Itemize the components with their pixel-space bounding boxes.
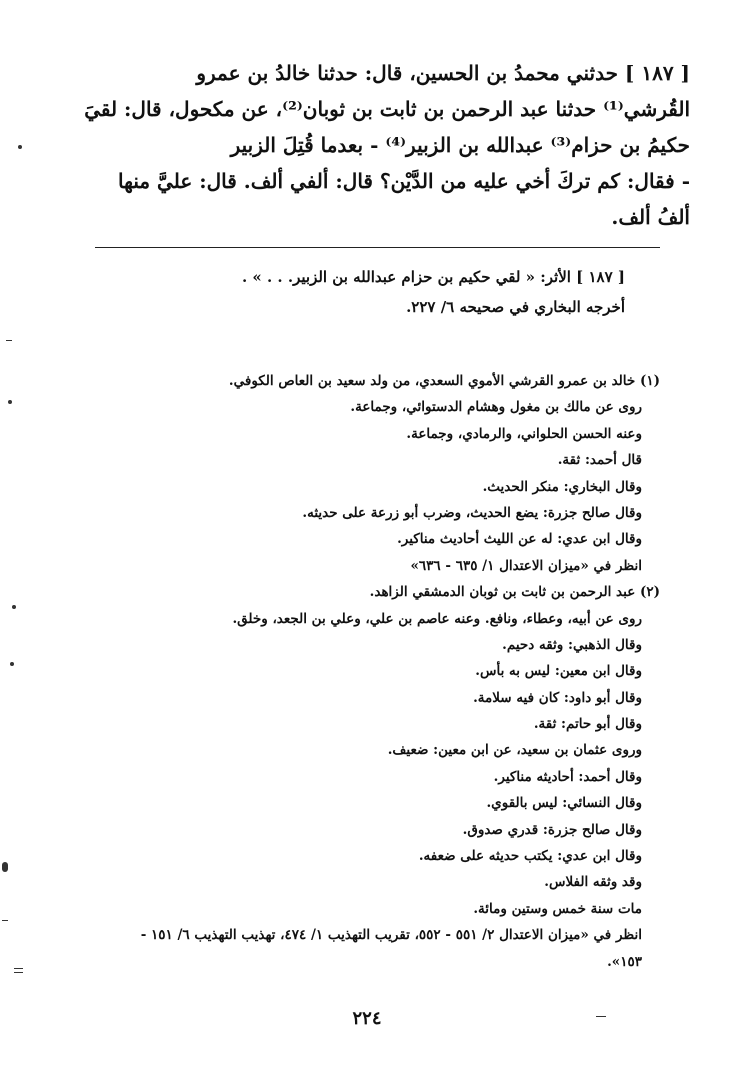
footnote-line: وقال صالح جزرة: يضع الحديث، وضرب أبو زرعة على حديثه. (302, 504, 642, 521)
footnote-line: وقال ابن عدي: له عن الليث أحاديث مناكير. (397, 531, 642, 548)
footnote-line: انظر في «ميزان الاعتدال ٢/ ٥٥١ - ٥٥٢، تقريب التهذيب ١/ ٤٧٤، تهذيب التهذيب ٦/ ١٥١ - (140, 927, 642, 944)
scan-speck (2, 862, 8, 872)
scan-speck (6, 340, 12, 341)
footnote-line: روى عن أبيه، وعطاء، ونافع. وعنه عاصم بن علي، وعلي بن الجعد، وخلق. (232, 610, 642, 627)
footnote-line: وقال الذهبي: وثقه دحيم. (502, 636, 642, 653)
main-text-line: - فقال: كم تركَ أخي عليه من الدَّيْن؟ قال: ألفي ألف. قال: عليَّ منها (118, 169, 690, 193)
scan-speck (18, 145, 22, 149)
athar-block (60, 262, 625, 322)
footnote-line: وقال أبو داود: كان فيه سلامة. (473, 689, 642, 706)
main-text-line: [ ١٨٧ ] حدثني محمدُ بن الحسين، قال: حدثنا خالدُ بن عمرو (196, 61, 690, 85)
footnote-heading: (٢) عبد الرحمن بن ثابت بن ثوبان الدمشقي الزاهد. (369, 584, 660, 601)
athar-line: أخرجه البخاري في صحيحه ٦/ ٢٢٧. (406, 298, 625, 316)
athar-line: [ ١٨٧ ] الأثر: « لقي حكيم بن حزام عبدالله بن الزبير. . . » . (241, 268, 625, 286)
footnote-line: وقال أحمد: أحاديثه مناكير. (493, 768, 642, 785)
footnote-line: وقال ابن عدي: يكتب حديثه على ضعفه. (418, 848, 642, 865)
scan-speck (14, 972, 23, 973)
footnote-line: انظر في «ميزان الاعتدال ١/ ٦٣٥ - ٦٣٦» (410, 557, 642, 574)
footnote-line: وقد وثقه الفلاس. (544, 874, 642, 891)
main-text-line: القُرشي⁽¹⁾ حدثنا عبد الرحمن بن ثابت بن ثوبان⁽²⁾، عن مكحول، قال: لقيَ (84, 97, 690, 121)
separator-rule (95, 247, 660, 248)
footnote-line: مات سنة خمس وستين ومائة. (473, 900, 642, 917)
footnote-line: روى عن مالك بن مغول وهشام الدستوائي، وجماعة. (350, 399, 642, 416)
footnote-line: وروى عثمان بن سعيد، عن ابن معين: ضعيف. (387, 742, 642, 759)
footnote-line: وقال النسائي: ليس بالقوي. (486, 795, 642, 812)
page-number: ٢٢٤ (352, 1008, 382, 1029)
footnote-line: قال أحمد: ثقة. (557, 452, 642, 469)
footnote-line: وعنه الحسن الحلواني، والرمادي، وجماعة. (406, 425, 642, 442)
scan-speck (2, 920, 8, 921)
scan-speck (596, 1016, 606, 1017)
footnote-line: وقال ابن معين: ليس به بأس. (475, 663, 642, 680)
main-text-line: ألفُ ألف. (611, 205, 690, 229)
main-text-block (60, 55, 690, 235)
footnote-line: وقال أبو حاتم: ثقة. (533, 716, 642, 733)
footnote-heading: (١) خالد بن عمرو القرشي الأموي السعدي، من ولد سعيد بن العاص الكوفي. (228, 373, 660, 389)
footnote-line: ١٥٣». (607, 953, 642, 970)
scan-speck (8, 400, 12, 404)
footnote-line: وقال البخاري: منكر الحديث. (482, 478, 642, 495)
main-text-line: حكيمُ بن حزام⁽³⁾ عبدالله بن الزبير⁽⁴⁾ - بعدما قُتِلَ الزبير (230, 133, 690, 157)
footnote-line: وقال صالح جزرة: قدري صدوق. (462, 821, 642, 838)
scan-speck (10, 662, 14, 666)
scan-speck (14, 968, 23, 969)
scan-speck (12, 605, 16, 609)
footnotes-block (60, 368, 660, 975)
